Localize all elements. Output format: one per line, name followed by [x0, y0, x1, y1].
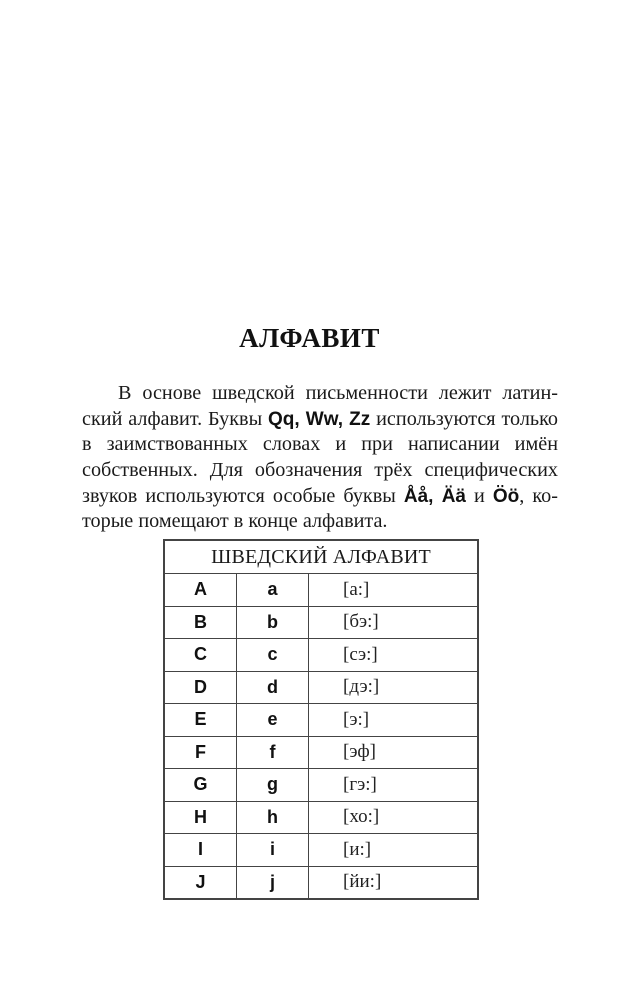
- pronunciation: [йи:]: [309, 866, 479, 899]
- uppercase-letter: E: [164, 704, 237, 737]
- table-row: [164, 834, 478, 867]
- letters-aa-ae: Åå, Ää: [403, 485, 467, 507]
- intro-text-1: В основе шведской письменности лежит латинский алфавит. Буквы: [82, 382, 558, 430]
- table-body: [164, 574, 478, 900]
- uppercase-letter: A: [164, 574, 237, 607]
- uppercase-letter: C: [164, 639, 237, 672]
- pronunciation: [сэ:]: [309, 639, 479, 672]
- uppercase-letter: F: [164, 736, 237, 769]
- table-row: [164, 736, 478, 769]
- pronunciation: [гэ:]: [309, 769, 479, 802]
- uppercase-letter: I: [164, 834, 237, 867]
- lowercase-letter: h: [237, 801, 309, 834]
- lowercase-letter: i: [237, 834, 309, 867]
- table-caption: ШВЕДСКИЙ АЛФАВИТ: [164, 540, 478, 574]
- uppercase-letter: D: [164, 671, 237, 704]
- page-title: АЛФАВИТ: [239, 323, 380, 354]
- lowercase-letter: b: [237, 606, 309, 639]
- letters-qq-ww-zz: Qq, Ww, Zz: [268, 408, 371, 430]
- table-row: [164, 866, 478, 899]
- uppercase-letter: J: [164, 866, 237, 899]
- pronunciation: [хо:]: [309, 801, 479, 834]
- lowercase-letter: f: [237, 736, 309, 769]
- pronunciation: [а:]: [309, 574, 479, 607]
- lowercase-letter: g: [237, 769, 309, 802]
- table-header-row: [164, 540, 478, 574]
- lowercase-letter: a: [237, 574, 309, 607]
- pronunciation: [и:]: [309, 834, 479, 867]
- lowercase-letter: e: [237, 704, 309, 737]
- intro-text-2: используются только в заимствованных словах и при написании имён собственных. Для обозначения трёх специфических звуков используются особые буквы: [82, 407, 558, 507]
- lowercase-letter: c: [237, 639, 309, 672]
- pronunciation: [бэ:]: [309, 606, 479, 639]
- table-row: [164, 704, 478, 737]
- pronunciation: [дэ:]: [309, 671, 479, 704]
- intro-text-3: и: [466, 484, 493, 507]
- table-row: [164, 639, 478, 672]
- uppercase-letter: B: [164, 606, 237, 639]
- table-row: [164, 671, 478, 704]
- intro-paragraph: [82, 381, 558, 535]
- uppercase-letter: G: [164, 769, 237, 802]
- pronunciation: [э:]: [309, 704, 479, 737]
- table-row: [164, 801, 478, 834]
- table-row: [164, 574, 478, 607]
- table-row: [164, 769, 478, 802]
- letters-oe: Öö: [492, 485, 520, 507]
- lowercase-letter: d: [237, 671, 309, 704]
- swedish-alphabet-table: [163, 539, 479, 900]
- pronunciation: [эф]: [309, 736, 479, 769]
- intro-text-4: , которые помещают в конце алфавита.: [82, 484, 558, 533]
- uppercase-letter: H: [164, 801, 237, 834]
- lowercase-letter: j: [237, 866, 309, 899]
- table-row: [164, 606, 478, 639]
